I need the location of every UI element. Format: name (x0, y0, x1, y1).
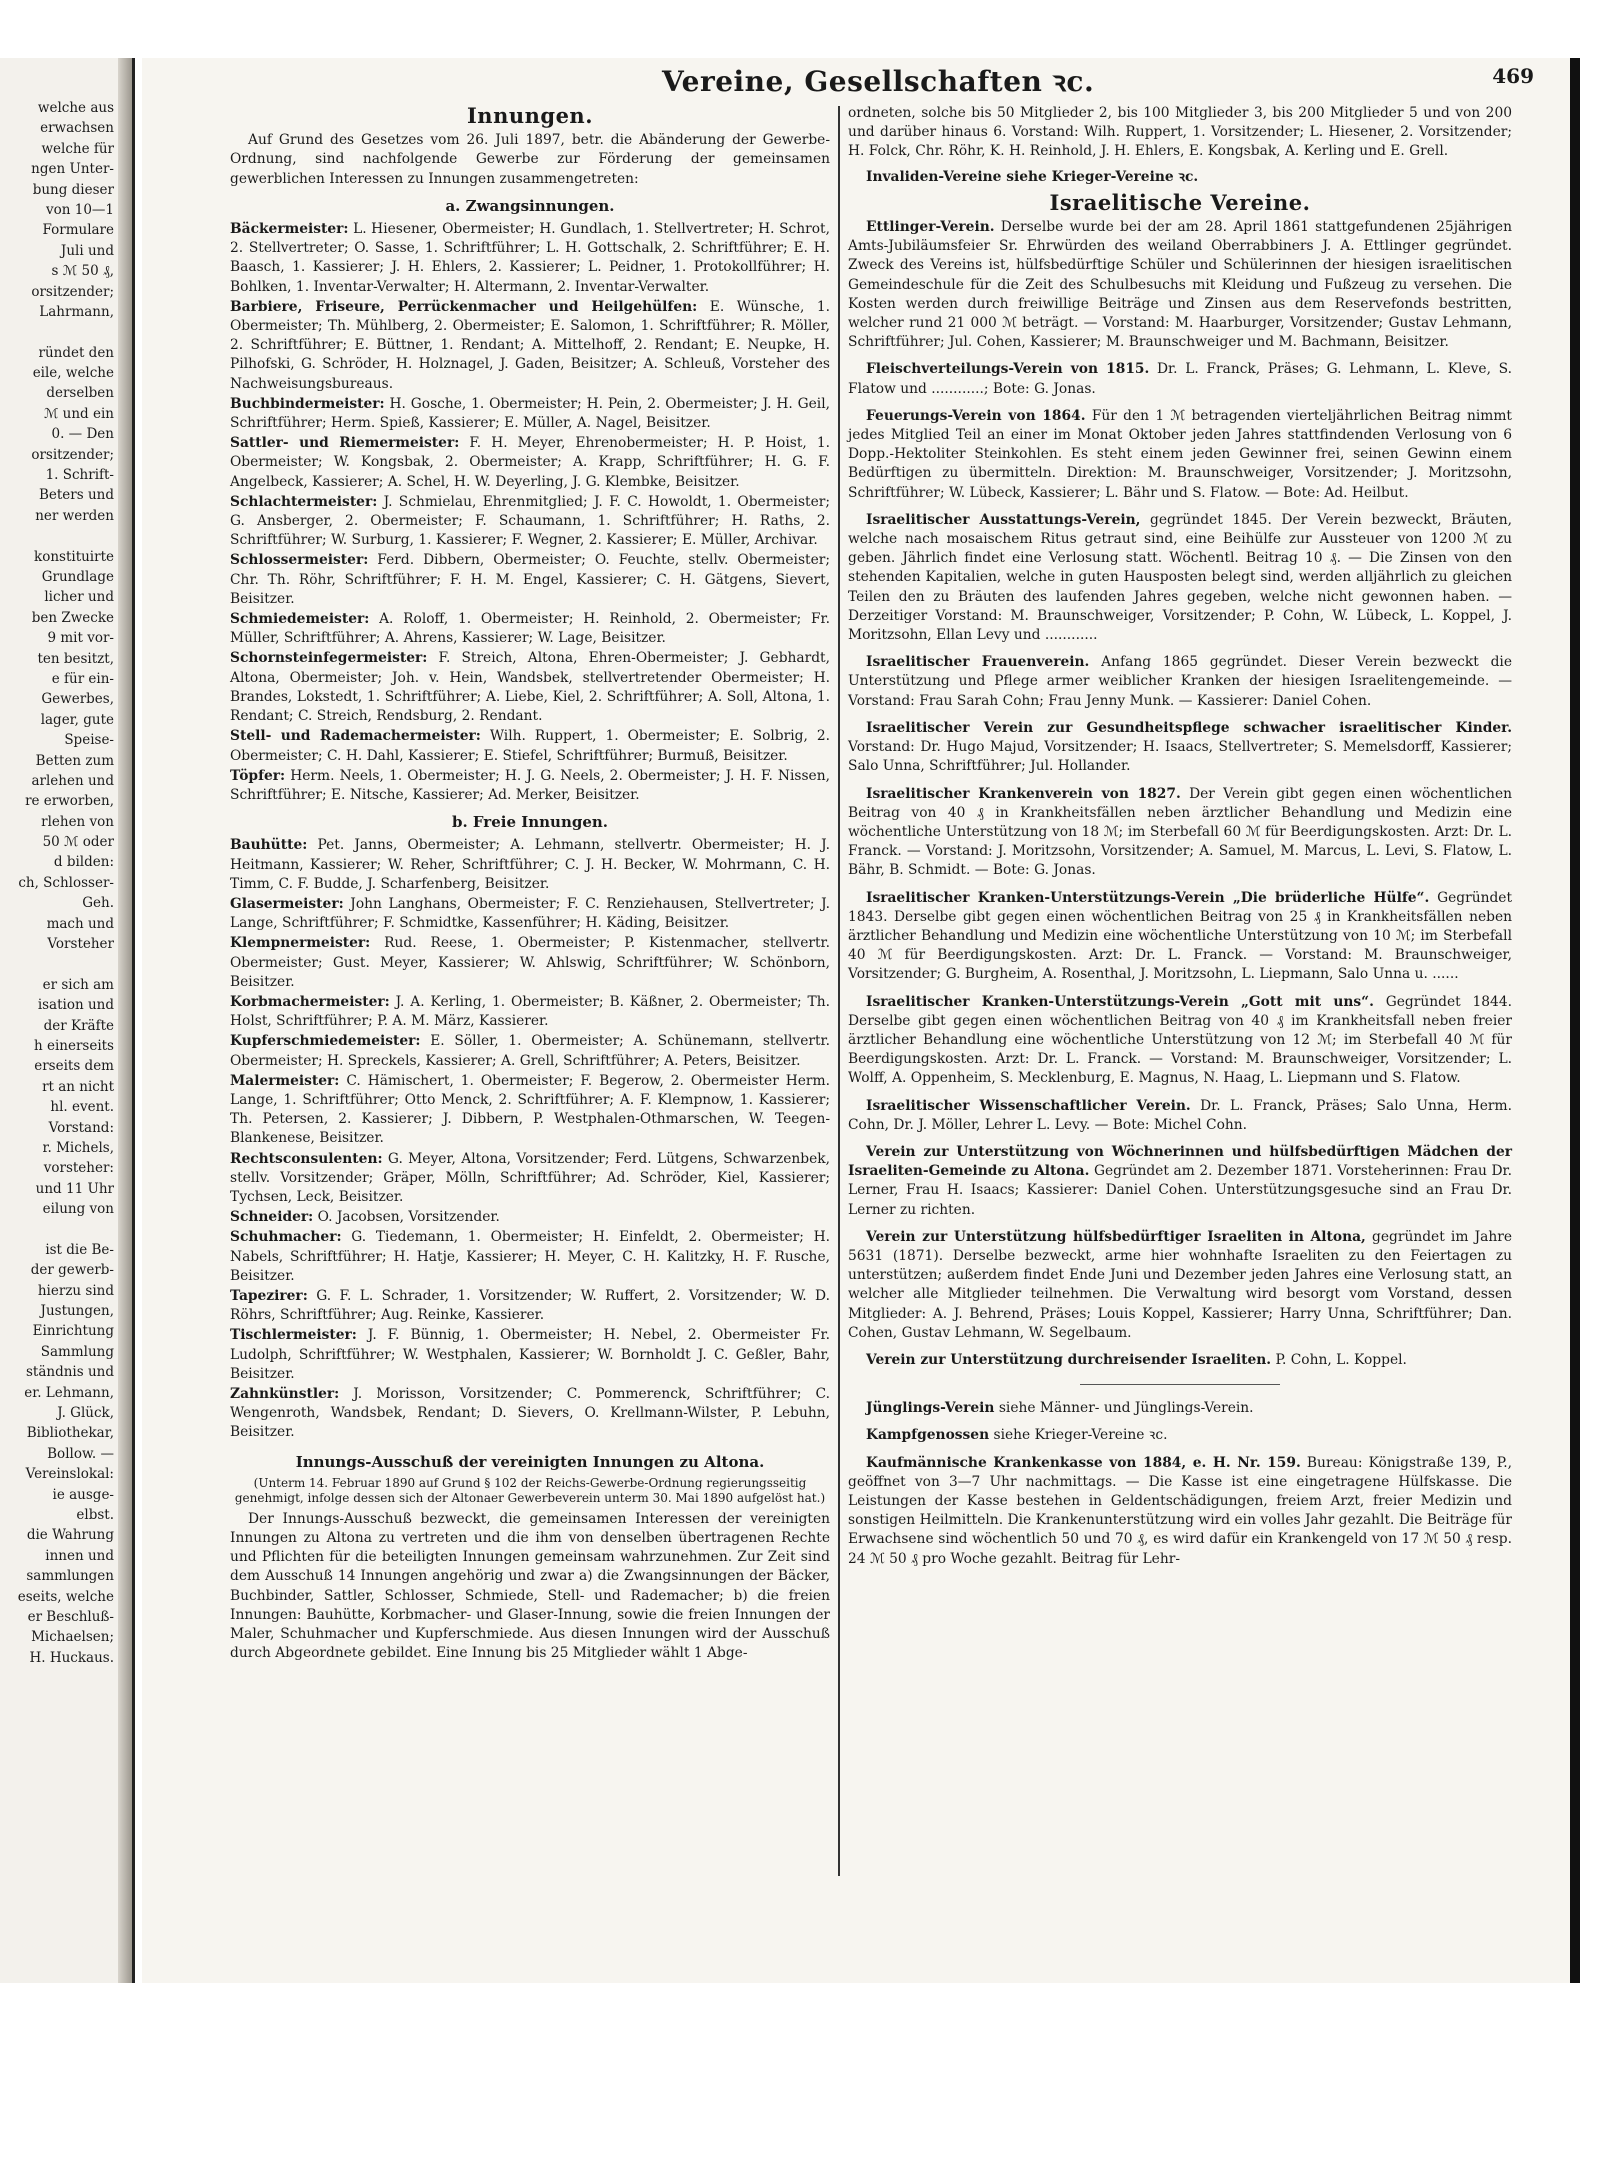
fragment-line: eilung von (42, 1201, 114, 1218)
fragment-line: vorsteher: (43, 1160, 114, 1177)
entry-title: Rechtsconsulenten: (230, 1150, 383, 1167)
guild-entry (230, 395, 830, 433)
entry-text: Bureau: Königstraße 139, P., geöffnet von 3—7 Uhr nachmittags. — Die Kasse ist eine eingetragene Hülfskasse. Die Leistungen der Kasse bestehen in Geldentschädigungen, freiem Arzt, freier Medizin und sonstigen Heilmitteln. Die Krankenunterstützung wird ein volles Jahr gezahlt. Die Beiträge für Erwachsene sind wöchentlich 50 und 70 ₰, es wird dafür ein Krankengeld von 17 ℳ 50 ₰ resp. 24 ℳ 50 ₰ pro Woche gezahlt. Beitrag für Lehr- (848, 1454, 1512, 1567)
fragment-line: ngen Unter- (31, 161, 114, 178)
guild-entry (230, 1208, 830, 1227)
fragment-line: ständnis und (25, 1364, 114, 1381)
entry-title: Schneider: (230, 1209, 314, 1226)
intro-paragraph: Auf Grund des Gesetzes vom 26. Juli 1897, betr. die Abänderung der Gewerbe-Ordnung, sind nachfolgende Gewerbe zur Förderung der gemeinsamen gewerblichen Interessen zu Innungen zusammengetreten: (230, 132, 830, 187)
guild-entry (848, 785, 1512, 881)
committee-paragraph: Der Innungs-Ausschuß bezweckt, die gemeinsamen Interessen der vereinigten Innungen zu Altona zu vertreten und die ihm von denselben übertragenen Rechte und Pflichten für die beteiligten Innungen gemeinsam wahrzunehmen. Zur Zeit sind dem Ausschuß 14 Innungen angehörig und zwar a) die Zwangsinnungen der Bäcker, Buchbinder, Sattler, Schlosser, Schmiede, Stell- und Rademacher; b) die freien Innungen: Bauhütte, Korbmacher- und Glaser-Innung, sowie die freien Innungen der Maler, Schuhmacher und Kupferschmiede. Aus diesen Innungen wird der Ausschuß durch Abgeordnete gebildet. Eine Innung bis 25 Mitglieder wählt 1 Abge- (230, 1510, 830, 1662)
freie-innungen-list (230, 836, 830, 1442)
entry-text: Rud. Reese, 1. Obermeister; P. Kistenmacher, stellvertr. Obermeister; Gust. Meyer, Kassierer; W. Ahlswig, Schriftführer; W. Schönborn, Beisitzer. (230, 935, 830, 990)
fragment-line: hl. event. (50, 1099, 114, 1116)
column-divider (838, 106, 840, 1876)
guild-entry (230, 934, 830, 992)
guild-entry (230, 727, 830, 765)
entry-text: G. Meyer, Altona, Vorsitzender; Ferd. Lütgens, Schwarzenbek, stellv. Vorsitzender; Gräper, Mölln, Schriftführer; Ad. Schröder, Kiel, Kassierer; Tychsen, Leck, Beisitzer. (230, 1150, 830, 1205)
entry-text: J. Morisson, Vorsitzender; C. Pommerenck, Schriftführer; C. Wengenroth, Wandsbek, Rendant; D. Sievers, O. Krellmann-Wilster, P. Lebuhn, Beisitzer. (230, 1386, 830, 1441)
section-heading-innungen: Innungen. (466, 103, 594, 128)
entry-title: Tischlermeister: (230, 1327, 357, 1344)
fragment-line: Justungen, (40, 1303, 114, 1320)
entry-title: Verein zur Unterstützung durchreisender Israeliten. (866, 1351, 1272, 1368)
guild-entry (230, 649, 830, 726)
guild-entry (230, 220, 830, 297)
zwangsinnungen-list (230, 220, 830, 805)
entry-text: John Langhans, Obermeister; F. C. Renziehausen, Stellvertreter; J. Lange, Schriftführer; F. Schmidtke, Kassenführer; H. Käding, Beisitzer. (230, 895, 830, 932)
committee-heading: Innungs-Ausschuß der vereinigten Innungen zu Altona. (295, 1452, 765, 1471)
running-title: Vereine, Gesellschaften ꝛc. (662, 65, 1095, 98)
fragment-line: und 11 Uhr (35, 1180, 114, 1197)
entry-title: Israelitischer Kranken-Unterstützungs-Verein „Die brüderliche Hülfe“. (866, 889, 1430, 906)
entry-title: Schlachtermeister: (230, 493, 378, 510)
entry-title: Kampfgenossen (866, 1427, 990, 1444)
entry-text: G. Tiedemann, 1. Obermeister; H. Einfeldt, 2. Obermeister; H. Nabels, Schriftführer; H. Hatje, Kassierer; H. Meyer, C. H. Kalitzky, H. F. Rusche, Beisitzer. (230, 1229, 830, 1284)
guild-entry (848, 1426, 1512, 1445)
fragment-line: eseits, welche (17, 1588, 114, 1605)
entry-title: Schlossermeister: (230, 552, 369, 569)
entry-text: Anfang 1865 gegründet. Dieser Verein bezweckt die Unterstützung und Pflege armer weiblicher Kranken der hiesigen Israelitengemeinde. — Vorstand: Frau Sarah Cohn; Frau Jenny Munk. — Kassierer: Daniel Cohen. (848, 654, 1513, 709)
entry-title: Buchbindermeister: (230, 395, 385, 412)
entry-text: Gegründet 1843. Derselbe gibt gegen einen wöchentlichen Beitrag von 25 ₰ in Krankheitsfällen neben ärztlicher Behandlung und Medizin eine wöchentliche Unterstützung von 10 ℳ; im Sterbefall 40 ℳ für Beerdigungskosten. Arzt: Dr. L. Franck. — Vorstand: M. Braunschweiger, Vorsitzender; G. Burgheim, A. Rosenthal, J. Moritzsohn, L. Liepmann, Salo Unna u. ...... (848, 889, 1513, 983)
guild-entry (230, 1228, 830, 1286)
entry-text: Ferd. Dibbern, Obermeister; O. Feuchte, stellv. Obermeister; Chr. Th. Röhr, Schriftführer; F. H. M. Engel, Kassierer; C. H. Gätgens, Sievert, Beisitzer. (230, 552, 830, 607)
entry-text: Dr. L. Franck, Präses; Salo Unna, Herm. Cohn, Dr. J. Möller, Lehrer L. Levy. — Bote: Michel Cohn. (848, 1097, 1512, 1133)
fragment-line: von 10—1 (45, 201, 114, 218)
entry-title: Israelitischer Ausstattungs-Verein, (866, 511, 1141, 528)
entry-text: J. F. Bünnig, 1. Obermeister; H. Nebel, 2. Obermeister Fr. Ludolph, Schriftführer; W. Westphalen, Kassierer; W. Bornholdt J. C. Geßler, Bahr, Beisitzer. (230, 1327, 830, 1382)
guild-entry (848, 511, 1512, 645)
fragment-line: Vorstand: (48, 1119, 114, 1136)
fragment-line: ℳ und ein (43, 405, 114, 422)
fragment-line: orsitzender; (31, 283, 114, 300)
fragment-line: Formulare (42, 222, 114, 239)
entry-text: A. Roloff, 1. Obermeister; H. Reinhold, 2. Obermeister; Fr. Müller, Schriftführer; A. Ahrens, Kassierer; W. Lage, Beisitzer. (230, 611, 830, 647)
entry-text: P. Cohn, L. Koppel. (1271, 1351, 1407, 1368)
fragment-line: Michaelsen; (31, 1629, 114, 1646)
guild-entry (848, 1228, 1512, 1343)
entry-title: Jünglings-Verein (866, 1400, 995, 1417)
entry-title: Stell- und Rademachermeister: (230, 728, 481, 745)
fragment-line: s ℳ 50 ₰, (51, 263, 114, 280)
entry-title: Israelitischer Kranken-Unterstützungs-Verein „Gott mit uns“. (866, 993, 1374, 1010)
fragment-line: rlehen von (41, 813, 114, 830)
entry-title: Klempnermeister: (230, 935, 371, 952)
fragment-line: d bilden: (53, 854, 114, 871)
fragment-line: der Kräfte (43, 1017, 114, 1034)
entry-title: Bauhütte: (230, 837, 308, 854)
guild-entry (230, 836, 830, 894)
fragment-line: eile, welche (32, 365, 114, 382)
fragment-line: Bibliothekar, (26, 1425, 114, 1442)
fragment-line: 0. — Den (51, 426, 114, 443)
entry-title: Schuhmacher: (230, 1229, 342, 1246)
fragment-line (0, 526, 114, 546)
fragment-line (0, 954, 114, 974)
fragment-line: hierzu sind (37, 1282, 114, 1299)
guild-entry (848, 360, 1512, 398)
guild-entry (848, 1097, 1512, 1135)
fragment-line: Gewerbes, (41, 691, 114, 708)
entry-title: Malermeister: (230, 1072, 340, 1089)
fragment-line: Juli und (60, 242, 114, 259)
entry-text: H. Gosche, 1. Obermeister; H. Pein, 2. Obermeister; J. H. Geil, Schriftführer; Herm. Spieß, Kassierer; E. Müller, A. Nagel, Beisitzer. (230, 395, 830, 432)
entry-title: Israelitischer Verein zur Gesundheitspflege schwacher israelitischer Kinder. (866, 719, 1512, 736)
guild-entry (230, 1326, 830, 1384)
fragment-line: isation und (37, 997, 114, 1014)
guild-entry (230, 1150, 830, 1208)
guild-entry (230, 895, 830, 933)
fragment-line: ch, Schlosser- (18, 874, 114, 891)
entry-text: F. Streich, Altona, Ehren-Obermeister; J. Gebhardt, Altona, Obermeister; Joh. v. Hein, Wandsbek, stellvertretender Obermeister; H. Brandes, Lokstedt, 1. Schriftführer; A. Liebe, Kiel, 2. Schriftführer; A. Soll, Altona, 1. Rendant; C. Streich, Rendsburg, 2. Rendant. (230, 650, 830, 725)
subsection-zwangsinnungen: a. Zwangsinnungen. (445, 196, 615, 215)
fragment-line: lager, gute (40, 711, 114, 728)
section-separator (1080, 1384, 1280, 1385)
fragment-line: er. Lehmann, (24, 1384, 114, 1401)
fragment-line: ie ausge- (52, 1486, 114, 1503)
page-header (142, 58, 1570, 108)
entry-text: J. A. Kerling, 1. Obermeister; B. Käßner, 2. Obermeister; Th. Holst, Schriftführer; P. A. M. März, Kassierer. (230, 993, 830, 1030)
entry-title: Israelitischer Krankenverein von 1827. (866, 785, 1181, 802)
fragment-line: er Beschluß- (27, 1608, 114, 1625)
fragment-line: ben Zwecke (31, 609, 114, 626)
fragment-line: r. Michels, (42, 1139, 114, 1156)
fragment-line: Betten zum (35, 752, 114, 769)
fragment-line: Vereinslokal: (25, 1466, 114, 1483)
fragment-line: ner werden (35, 507, 114, 524)
entry-title: Korbmachermeister: (230, 993, 390, 1010)
fragment-line: konstituirte (34, 548, 114, 565)
entry-title: Verein zur Unterstützung hülfsbedürftiger Israeliten in Altona, (866, 1228, 1366, 1245)
fragment-line: welche aus (37, 100, 114, 116)
entry-text: siehe Krieger-Vereine ꝛc. (989, 1427, 1168, 1444)
entry-text: Vorstand: Dr. Hugo Majud, Vorsitzender; H. Isaacs, Stellvertreter; S. Memelsdorff, Kassierer; Salo Unna, Schriftführer; Jul. Hollander. (848, 739, 1512, 775)
fragment-line: elbst. (76, 1506, 114, 1523)
further-entries-list (848, 1399, 1512, 1569)
fragment-line: 50 ℳ oder (42, 834, 114, 851)
fragment-line: sammlungen (26, 1568, 114, 1585)
entry-text: siehe Männer- und Jünglings-Verein. (994, 1400, 1254, 1417)
entry-title: Fleischverteilungs-Verein von 1815. (866, 361, 1150, 378)
guild-entry (848, 1399, 1512, 1418)
entry-text: gegründet im Jahre 5631 (1871). Derselbe bezweckt, arme hier wohnhafte Israeliten zu den Feiertagen zu unterstützen; außerdem findet Ende Juni und Dezember jeden Jahres eine Verlosung statt, an welcher alle Mitglieder teilnehmen. Die Verwaltung wird besorgt vom Vorstand, dessen Mitglieder: A. J. Behrend, Präses; Louis Koppel, Kassierer; Harry Unna, Schriftführer; Dan. Cohen, Gustav Lehmann, W. Segelbaum. (848, 1228, 1512, 1341)
entry-title: Israelitischer Frauenverein. (866, 654, 1090, 671)
entry-text: gegründet 1845. Der Verein bezweckt, Bräuten, welche nach mosaischem Ritus getraut sind, eine Beihülfe zur Aussteuer von 1200 ℳ zu geben. Jährlich findet eine Verlosung statt. Wöchentl. Beitrag 10 ₰. — Die Zinsen von den stehenden Kapitalien, welche in guten Hausposten belegt sind, werden alljährlich zu gleichen Teilen den zu Bräuten des laufenden Jahres gegeben, welche nicht gewonnen haben. — Derzeitiger Vorstand: M. Braunschweiger, Vorsitzender; P. Cohn, W. Lübeck, L. Koppel, J. Moritzsohn, Ellan Levy und ............ (848, 511, 1512, 644)
entry-text: C. Hämischert, 1. Obermeister; F. Begerow, 2. Obermeister Herm. Lange, 1. Schriftführer; Otto Menck, 2. Schriftführer; A. F. Klempnow, 1. Kassierer; Th. Petersen, 2. Kassierer; J. Dibbern, P. Westphalen-Othmarschen, W. Teegen-Blankenese, Beisitzer. (230, 1072, 830, 1147)
entry-title: Verein zur Unterstützung von Wöchnerinnen und hülfsbedürftigen Mädchen der Israeliten-Gemeinde zu Altona. (848, 1143, 1512, 1180)
committee-note: (Unterm 14. Februar 1890 auf Grund § 102 der Reichs-Gewerbe-Ordnung regierungsseitig genehmigt, infolge dessen sich der Altonaer Gewerbeverein unterm 30. Mai 1890 aufgelöst hat.) (234, 1475, 826, 1505)
guild-entry (230, 434, 830, 492)
previous-page-fragments (0, 98, 114, 1668)
entry-title: Bäckermeister: (230, 221, 349, 238)
guild-entry (848, 218, 1512, 352)
right-column (848, 104, 1512, 1577)
entry-text: L. Hiesener, Obermeister; H. Gundlach, 1. Stellvertreter; H. Schrot, 2. Stellvertreter; O. Sasse, 1. Schriftführer; L. H. Gottschalk, 2. Schriftführer; E. H. Baasch, 1. Kassierer; J. H. Ehlers, 2. Kassierer; L. Peidner, 1. Protokollführer; H. Bohlken, 1. Inventar-Verwalter; H. Altermann, 2. Inventar-Verwalter. (230, 221, 830, 295)
guild-entry (230, 1287, 830, 1325)
fragment-line: ten besitzt, (37, 650, 114, 667)
fragment-line: bung dieser (32, 181, 114, 198)
guild-entry (230, 1032, 830, 1070)
entry-title: Zahnkünstler: (230, 1386, 340, 1402)
guild-entry (230, 1072, 830, 1149)
fragment-line: Speise- (64, 732, 114, 749)
fragment-line: arlehen und (31, 772, 114, 789)
fragment-line: er sich am (42, 976, 114, 993)
guild-entry (230, 1385, 830, 1443)
guild-entry (230, 610, 830, 648)
fragment-line: J. Glück, (57, 1405, 114, 1421)
entry-title: Feuerungs-Verein von 1864. (866, 407, 1086, 424)
fragment-line (0, 1219, 114, 1239)
entry-title: Israelitischer Wissenschaftlicher Verein. (866, 1097, 1191, 1114)
fragment-line: derselben (46, 385, 114, 402)
guild-entry (230, 767, 830, 805)
guild-entry (848, 889, 1512, 985)
fragment-line: Beters und (38, 487, 114, 504)
guild-entry (848, 407, 1512, 503)
entry-title: Töpfer: (230, 767, 286, 784)
entry-text: Dr. L. Franck, Präses; G. Lehmann, L. Kleve, S. Flatow und ............; Bote: G. Jonas. (848, 361, 1513, 397)
entry-text: Der Verein gibt gegen einen wöchentlichen Beitrag von 40 ₰ in Krankheitsfällen neben ärztlicher Behandlung und Medizin eine wöchentliche Unterstützung von 18 ℳ; im Sterbefall 60 ℳ für Beerdigungskosten. Arzt: Dr. L. Franck. — Vorstand: J. Moritzsohn, Vorsitzender; A. Samuel, M. Marcus, L. Levi, S. Flatow, L. Bähr, B. Schmidt. — Bote: G. Jonas. (848, 785, 1512, 879)
guild-entry (848, 1454, 1512, 1569)
fragment-line: Geh. (82, 895, 114, 912)
fragment-line: Grundlage (41, 568, 114, 585)
fragment-line: Einrichtung (32, 1323, 114, 1340)
guild-entry (230, 298, 830, 394)
entry-text: Pet. Janns, Obermeister; A. Lehmann, stellvertr. Obermeister; H. J. Heitmann, Kassierer; W. Reher, Schriftführer; C. J. H. Becker, W. Mohrmann, C. H. Timm, C. F. Budde, J. Scharfenberg, Beisitzer. (230, 837, 830, 892)
guild-entry (848, 719, 1512, 777)
entry-text: E. Wünsche, 1. Obermeister; Th. Mühlberg, 2. Obermeister; E. Salomon, 1. Schriftführer; R. Möller, 2. Schriftführer; E. Büttner, 1. Rendant; A. Mittelhoff, 2. Rendant; E. Neupke, H. Pilhofski, G. Schröder, H. Holznagel, J. Gaden, Beisitzer; A. Schleuß, Vorsteher des Nachweisungsbureaus. (230, 298, 830, 392)
fragment-line: der gewerb- (30, 1262, 114, 1279)
fragment-line: e für ein- (51, 670, 114, 687)
entry-title: Tapezirer: (230, 1287, 308, 1304)
fragment-line (0, 322, 114, 342)
entry-title: Sattler- und Riemermeister: (230, 435, 460, 452)
guild-entry (230, 493, 830, 551)
fragment-line: erseits dem (34, 1058, 114, 1075)
fragment-line: ist die Be- (45, 1241, 114, 1258)
fragment-line: die Wahrung (26, 1527, 114, 1544)
entry-text: Herm. Neels, 1. Obermeister; H. J. G. Neels, 2. Obermeister; J. H. F. Nissen, Schriftführer; E. Nitsche, Kassierer; Ad. Merker, Beisitzer. (230, 767, 830, 803)
guild-entry (848, 993, 1512, 1089)
fragment-line: Vorsteher (47, 936, 114, 953)
guild-entry (848, 653, 1512, 711)
guild-entry (848, 1351, 1512, 1370)
entry-text: O. Jacobsen, Vorsitzender. (313, 1209, 500, 1226)
previous-page-strip (0, 58, 135, 1983)
entry-title: Kupferschmiedemeister: (230, 1033, 421, 1050)
entry-text: Gegründet am 2. Dezember 1871. Vorsteherinnen: Frau Dr. Lerner, Frau H. Isaacs; Kassierer: Daniel Cohen. Unterstützungsgesuche sind an Frau Dr. Lerner zu richten. (848, 1163, 1512, 1218)
guild-entry (230, 993, 830, 1031)
invaliden-reference: Invaliden-Vereine siehe Krieger-Vereine ꝛc. (866, 168, 1199, 185)
fragment-line: erwachsen (40, 120, 114, 137)
entry-title: Schmiedemeister: (230, 611, 370, 628)
page-sheet (142, 58, 1580, 1983)
fragment-line: h einerseits (33, 1037, 114, 1054)
fragment-line: H. Huckaus. (29, 1649, 114, 1666)
guild-entry (848, 1143, 1512, 1220)
fragment-line: re erworben, (25, 793, 114, 810)
entry-text: E. Söller, 1. Obermeister; A. Schünemann, stellvertr. Obermeister; H. Spreckels, Kassierer; A. Grell, Schriftführer; A. Peters, Beisitzer. (230, 1033, 830, 1069)
fragment-line: licher und (44, 589, 114, 606)
entry-text: J. Schmielau, Ehrenmitglied; J. F. C. Howoldt, 1. Obermeister; G. Ansberger, 2. Obermeister; F. Schaumann, 1. Schriftführer; H. Raths, 2. Schriftführer; W. Surburg, 1. Kassierer; F. Wegner, 2. Kassierer; E. Müller, Archivar. (230, 493, 830, 549)
book-gutter (118, 58, 132, 1983)
entry-text: Derselbe wurde bei der am 28. April 1861 stattgefundenen 25jährigen Amts-Jubiläumsfeier Sr. Ehrwürden des weiland Oberrabbiners J. A. Ettlinger gegründet. Zweck des Vereins ist, hülfsbedürftige Schüler und Schülerinnen der hiesigen israelitischen Gemeindeschule für die Zeit des Schulbesuchs mit Kleidung und Fußzeug zu versehen. Die Kosten werden durch freiwillige Beiträge und Zinsen aus dem Reservefonds bestritten, welcher rund 21 000 ℳ beträgt. — Vorstand: M. Haarburger, Vorsitzender; Gustav Lehmann, Schriftführer; Jul. Cohen, Kassierer; M. Braunschweiger und M. Bachmann, Beisitzer. (848, 219, 1512, 351)
entry-text: F. H. Meyer, Ehrenobermeister; H. P. Hoist, 1. Obermeister; W. Kongsbak, 2. Obermeister; A. Krapp, Schriftführer; H. G. F. Angelbeck, Kassierer; A. Schel, H. W. Deyerling, J. G. Klembke, Beisitzer. (230, 435, 830, 490)
fragment-line: ründet den (38, 344, 114, 361)
entry-text: Für den 1 ℳ betragenden vierteljährlichen Beitrag nimmt jedes Mitglied Teil an einer im Monat Oktober jeden Jahres stattfindenden Verlosung von 6 Dopp.-Hektoliter Steinkohlen. Es steht einem jeden Gewinner frei, seinen Gewinn einem Bedürftigen zu übermitteln. Direktion: M. Braunschweiger, Vorsitzender; J. Moritzsohn, Schriftführer; W. Lübeck, Kassierer; L. Bähr und S. Flatow. — Bote: Ad. Heilbut. (848, 407, 1512, 501)
fragment-line: innen und (45, 1547, 114, 1564)
left-column (230, 104, 830, 1669)
fragment-line: rt an nicht (42, 1078, 114, 1095)
fragment-line: orsitzender; (31, 446, 114, 463)
fragment-line: mach und (46, 915, 114, 932)
continuation-paragraph: ordneten, solche bis 50 Mitglieder 2, bis 100 Mitglieder 3, bis 200 Mitglieder 5 und von 200 und darüber hinaus 6. Vorstand: Wilh. Ruppert, 1. Vorsitzender; L. Hiesener, 2. Vorsitzender; H. Folck, Chr. Röhr, K. H. Reinhold, J. H. Ehlers, E. Kongsbak, A. Kerling und E. Grell. (848, 105, 1512, 160)
subsection-freie-innungen: b. Freie Innungen. (451, 813, 609, 832)
entry-text: Wilh. Ruppert, 1. Obermeister; E. Solbrig, 2. Obermeister; C. H. Dahl, Kassierer; E. Stiefel, Schriftführer; Burmuß, Beisitzer. (230, 728, 830, 764)
section-heading-israelitische: Israelitische Vereine. (1049, 189, 1311, 215)
fragment-line: 1. Schrift- (45, 467, 114, 484)
guild-entry (230, 551, 830, 609)
entry-title: Schornsteinfegermeister: (230, 650, 428, 667)
israelitische-vereine-list (848, 218, 1512, 1370)
entry-text: G. F. L. Schrader, 1. Vorsitzender; W. Ruffert, 2. Vorsitzender; W. D. Röhrs, Schriftführer; Aug. Reinke, Kassierer. (230, 1287, 830, 1324)
entry-title: Glasermeister: (230, 895, 344, 912)
fragment-line: Sammlung (40, 1343, 114, 1360)
entry-text: Gegründet 1844. Derselbe gibt gegen einen wöchentlichen Beitrag von 40 ₰ im Krankheitsfall neben freier ärztlicher Behandlung eine wöchentliche Unterstützung von 12 ℳ; im Sterbefall 40 ℳ für Beerdigungskosten. Arzt: Dr. L. Franck. — Vorstand: M. Braunschweiger, Vorsitzender; L. Wolff, A. Oppenheim, S. Mecklenburg, E. Magnus, N. Haag, L. Liepmann und S. Flatow. (848, 993, 1512, 1087)
page-number: 469 (1492, 64, 1534, 88)
entry-title: Ettlinger-Verein. (866, 219, 995, 236)
entry-title: Kaufmännische Krankenkasse von 1884, e. H. Nr. 159. (866, 1454, 1301, 1471)
fragment-line: Lahrmann, (39, 303, 114, 320)
entry-title: Barbiere, Friseure, Perrückenmacher und Heilgehülfen: (230, 298, 698, 315)
fragment-line: 9 mit vor- (47, 630, 114, 647)
fragment-line: Bollow. — (47, 1445, 114, 1462)
fragment-line: welche für (41, 140, 114, 157)
